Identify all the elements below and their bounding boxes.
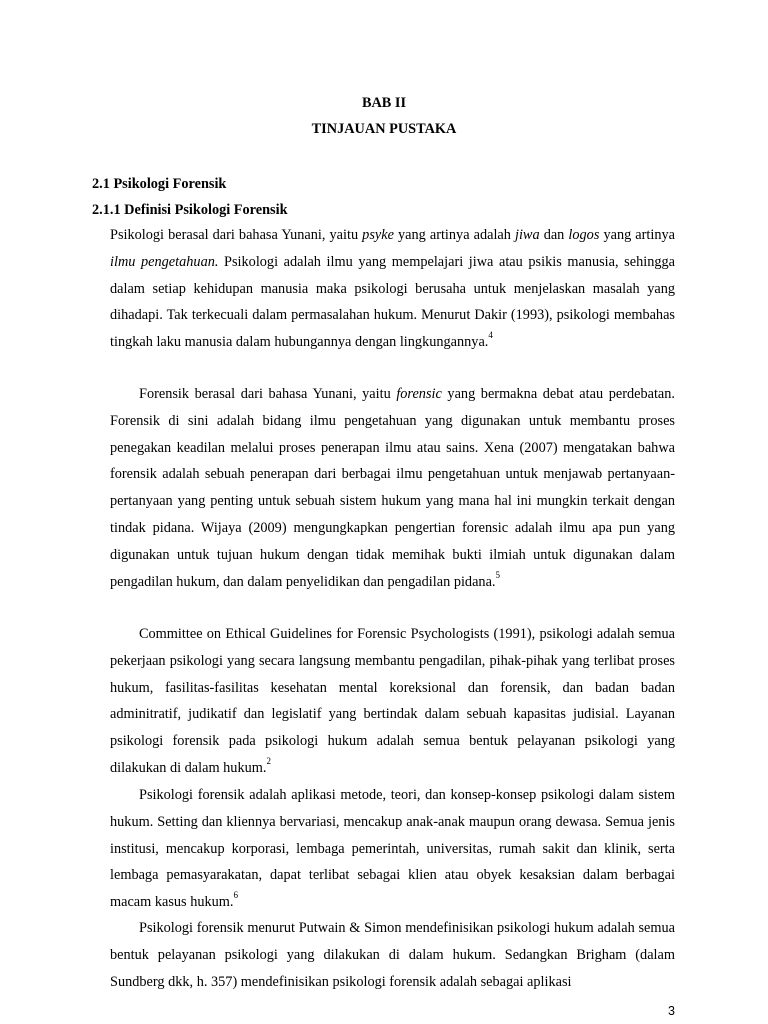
paragraph-text: Psikologi forensik adalah aplikasi metode, teori, dan konsep-konsep psikologi dalam sistem hukum. Setting dan kliennya bervariasi, mencakup anak-anak maupun orang dewasa. Semua jenis institusi, mencakup korporasi, lembaga pemerintah, universitas, rumah sakit dan klinik, serta lembaga pemasyarakatan, dapat terlibat sebagai klien atau obyek kesaksian dalam berbagai macam kasus hukum. [110, 787, 675, 911]
chapter-title: TINJAUAN PUSTAKA [311, 121, 457, 137]
chapter-number: BAB II [361, 95, 407, 111]
paragraph [110, 915, 675, 995]
section-heading: 2.1 Psikologi Forensik [92, 176, 227, 192]
paragraph [110, 782, 675, 916]
paragraph-text: yang artinya [599, 227, 676, 243]
paragraph-text: Committee on Ethical Guidelines for Forensic Psychologists (1991), psikologi adalah semua pekerjaan psikologi yang secara langsung membantu pengadilan, pihak-pihak yang terlibat proses hukum, fasilitas-fasilitas kesehatan mental koreksional dan forensik, dan badan badan adminitratif, judikatif dan legislatif yang bertindak dalam sebuah kapasitas judisial. Layanan psikologi forensik pada psikologi hukum adalah semua bentuk pelayanan psikologi yang dilakukan di dalam hukum. [110, 626, 675, 776]
footnote-marker: 2 [266, 756, 271, 767]
paragraph-text: yang artinya adalah [393, 227, 515, 243]
italic-term: ilmu pengetahuan. [110, 253, 219, 270]
paragraph-text: dan [539, 227, 569, 243]
italic-term: logos [568, 227, 600, 243]
paragraph-text: Psikologi forensik menurut Putwain & Simon mendefinisikan psikologi hukum adalah semua bentuk pelayanan psikologi yang dilakukan di dalam hukum. Sedangkan Brigham (dalam Sundberg dkk, h. 357) mendefinisikan psikologi forensik adalah sebagai aplikasi [110, 920, 675, 990]
footnote-marker: 5 [495, 569, 500, 580]
paragraph [110, 381, 675, 595]
paragraph [110, 621, 675, 782]
subsection-heading: 2.1.1 Definisi Psikologi Forensik [92, 202, 288, 218]
footnote-marker: 6 [233, 890, 238, 901]
italic-term: forensic [396, 386, 442, 402]
footnote-marker: 4 [488, 330, 493, 341]
italic-term: psyke [362, 227, 394, 243]
paragraph-text: Forensik berasal dari bahasa Yunani, yaitu [139, 386, 397, 402]
paragraph-text: yang bermakna debat atau perdebatan. Forensik di sini adalah bidang ilmu pengetahuan yang digunakan untuk membantu proses penegakan keadilan melalui proses penerapan ilmu atau sains. Xena (2007) mengatakan bahwa forensik adalah sebuah penerapan dari berbagai ilmu pengetahuan untuk menjawab pertanyaan-pertanyaan yang penting untuk sebuah sistem hukum yang mana hal ini mungkin terkait dengan tindak pidana. Wijaya (2009) mengungkapkan pengertian forensic adalah ilmu apa pun yang digunakan untuk tujuan hukum dengan tidak memihak bukti ilmiah untuk digunakan dalam pengadilan hukum, dan dalam penyelidikan dan pengadilan pidana. [110, 386, 675, 590]
paragraph-text: Psikologi adalah ilmu yang mempelajari jiwa atau psikis manusia, sehingga dalam setiap kehidupan manusia maka psikologi berusaha untuk menjelaskan masalah yang dihadapi. Tak terkecuali dalam permasalahan hukum. Menurut Dakir (1993), psikologi membahas tingkah laku manusia dalam hubungannya dengan lingkungannya. [110, 253, 675, 351]
paragraph-text: Psikologi berasal dari bahasa Yunani, yaitu [110, 227, 363, 243]
page-number: 3 [668, 1004, 675, 1018]
paragraph [110, 222, 675, 356]
italic-term: jiwa [514, 227, 540, 243]
